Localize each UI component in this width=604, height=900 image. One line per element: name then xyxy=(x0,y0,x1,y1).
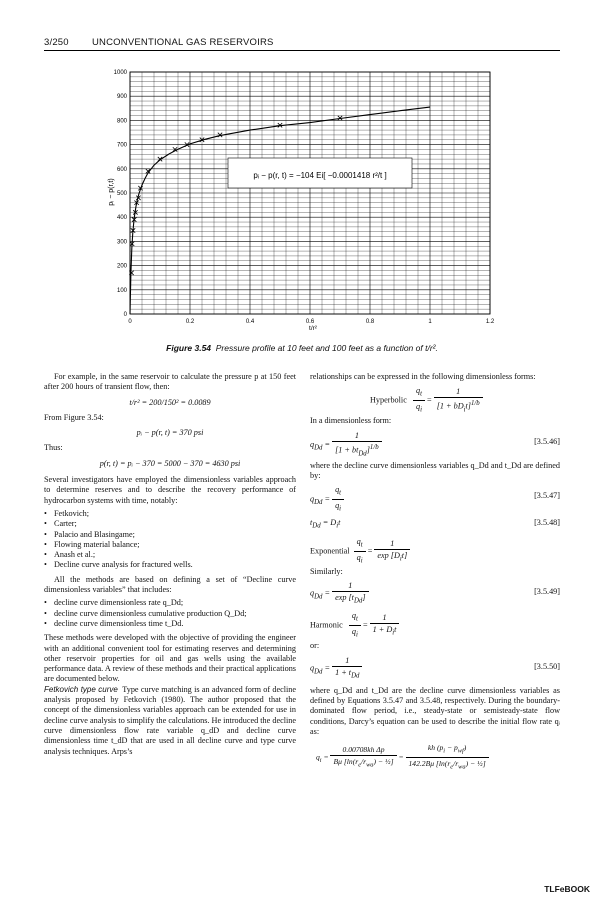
x-tick-label: 0.4 xyxy=(245,319,255,325)
equation-number: [3.5.46] xyxy=(534,436,560,446)
paragraph: Several investigators have employed the dimensionless variables approach to determine reserves and to describe the recovery performance of hydrocarbon systems with time, notably: xyxy=(44,475,296,505)
equation-number: [3.5.49] xyxy=(534,587,560,597)
x-tick-label: 0 xyxy=(128,319,132,325)
equation-hyperbolic: Hyperbolic $\frac{q_t}{q_i}$ = $\frac{1}{[1 + bD_it]^{1/b}}$ xyxy=(310,386,560,412)
x-tick-label: 1.2 xyxy=(485,319,495,325)
paragraph: In a dimensionless form: xyxy=(310,416,392,426)
figure-caption xyxy=(60,343,544,353)
chart-grid xyxy=(130,72,490,314)
x-tick-label: 1 xyxy=(428,319,432,325)
equation-label: Exponential xyxy=(310,546,350,556)
equation-3-5-50: $q_{Dd}$ = $\frac{1}{1 + t_{Dd}}$ [3.5.50] xyxy=(310,655,560,680)
equation-number: [3.5.50] xyxy=(534,661,560,671)
list-item: • decline curve dimensionless cumulative production Q_Dd; xyxy=(44,609,296,619)
equation-number: [3.5.48] xyxy=(534,518,560,528)
page-number: 3/250 xyxy=(44,37,69,48)
y-tick-label: 1000 xyxy=(113,70,127,76)
equation-darcy-initial-rate: $q_i$ = $\frac{\text{0.00708kh Δp}}{B\mu [\ln(r_e/r_{wa}) - \frac{1}{2}]}$ = $\frac{kh (p_i - p_{wf})}{142.2B\mu [\ln(r_e/r_{wa}) - \frac{1}{2}]}$ xyxy=(310,743,560,771)
list-item: • decline curve dimensionless time t_Dd. xyxy=(44,619,296,629)
y-axis-label: pᵢ − p(r,t) xyxy=(108,178,115,206)
chart-ticks xyxy=(114,70,495,325)
equation: pᵢ − p(r, t) = 370 psi xyxy=(136,428,204,438)
right-column xyxy=(310,372,560,775)
paragraph: or: xyxy=(310,641,320,651)
x-tick-label: 0.2 xyxy=(185,319,195,325)
paragraph: where the decline curve dimensionless variables q_Dd and t_Dd are defined by: xyxy=(310,460,560,480)
paragraph: relationships can be expressed in the following dimensionless forms: xyxy=(310,372,536,381)
equation-fraction: $\frac{q_t}{q_i}$ xyxy=(354,537,366,566)
equation-fraction: $\frac{1}{[1 + bD_it]^{1/b}}$ xyxy=(434,387,483,415)
x-tick-label: 0.8 xyxy=(365,319,375,325)
paragraph: All the methods are based on defining a set of “Decline curve dimensionless variables” that includes: xyxy=(44,574,296,595)
investigator-list xyxy=(44,509,296,571)
equation: p(r, t) = pᵢ − 370 = 5000 − 370 = 4630 psi xyxy=(99,458,241,468)
left-column xyxy=(44,372,296,757)
y-tick-label: 900 xyxy=(116,94,127,101)
list-item: • Anash et al.; xyxy=(44,550,296,560)
equation-fraction: $\frac{1}{\exp [D_it]}$ xyxy=(374,539,410,565)
equation-box xyxy=(228,158,412,188)
y-tick-label: 400 xyxy=(116,215,127,222)
footer-watermark: TLFeBOOK xyxy=(544,884,590,894)
y-tick-label: 0 xyxy=(123,312,127,318)
list-item: • Decline curve analysis for fractured wells. xyxy=(44,560,296,570)
y-tick-label: 200 xyxy=(116,263,127,270)
x-tick-label: 0.6 xyxy=(305,319,315,325)
equation-3-5-49: $q_{Dd}$ = $\frac{1}{\exp [t_{Dd}]}$ [3.5.49] xyxy=(310,581,560,606)
list-item: • Flowing material balance; xyxy=(44,540,296,550)
x-axis-label: t/r² xyxy=(309,325,317,332)
paragraph: For example, in the same reservoir to calculate the pressure p at 150 feet after 200 hours of transient flow, then: xyxy=(44,372,296,392)
equation: t/r² = 200/150² = 0.0089 xyxy=(129,397,211,407)
equation-harmonic: Harmonic $\frac{q_t}{q_i}$ = $\frac{1}{1 + D_it}$ xyxy=(310,611,560,637)
y-tick-label: 800 xyxy=(116,118,127,125)
paragraph: Thus: xyxy=(44,443,63,453)
section-run-in-title: Fetkovich type curve xyxy=(44,684,118,694)
equation-3-5-48: $t_{Dd} = D_it$ [3.5.48] xyxy=(310,518,560,530)
running-title: UNCONVENTIONAL GAS RESERVOIRS xyxy=(92,37,274,48)
list-item: • decline curve dimensionless rate q_Dd; xyxy=(44,598,296,608)
paragraph xyxy=(44,685,296,757)
equation-3-5-47: $q_{Dd}$ = $\frac{q_t}{q_i}$ [3.5.47] xyxy=(310,485,560,513)
paragraph: Similarly: xyxy=(310,567,343,577)
figure-label: Figure 3.54 xyxy=(166,343,212,353)
y-tick-label: 500 xyxy=(116,191,127,197)
equation-label: Hyperbolic xyxy=(370,395,407,405)
y-tick-label: 300 xyxy=(116,239,127,246)
page-header xyxy=(44,34,560,50)
pressure-profile-chart xyxy=(100,62,510,336)
paragraph: From Figure 3.54: xyxy=(44,412,104,422)
y-tick-label: 600 xyxy=(116,166,127,173)
list-item: • Carter; xyxy=(44,519,296,529)
equation-number: [3.5.47] xyxy=(534,491,560,501)
equation-3-5-46: $q_{Dd}$ = $\frac{1}{[1 + bt_{Dd}]^{1/b}}$ [3.5.46] xyxy=(310,430,560,457)
chart-marks xyxy=(129,107,430,314)
variables-list xyxy=(44,598,296,629)
equation-fraction: $\frac{1}{1 + D_it}$ xyxy=(370,613,400,639)
paragraph-text: Type curve matching is an advanced form of decline analysis proposed by Fetkovich (1980). The author proposed that the concept of the dimensionless variables approach can be extended for use in decline curve analysis to simplify the calculations. He introduced the decline curve dimensionless flow rate variable q_dD and decline curve dimensionless time t_dD that are used in all decline curve and type curve analysis techniques. Arps’s xyxy=(44,684,296,756)
list-item: • Fetkovich; xyxy=(44,509,296,519)
y-tick-label: 100 xyxy=(116,287,127,294)
equation-annotation: pᵢ − p(r, t) = −104 Ei[ −0.0001418 r²/t ] xyxy=(253,171,387,180)
equation-fraction: $\frac{q_t}{q_i}$ xyxy=(413,386,425,415)
y-tick-label: 700 xyxy=(116,142,127,149)
equation-label: Harmonic xyxy=(310,621,343,630)
series-curve xyxy=(130,107,430,314)
equation-exponential: Exponential $\frac{q_t}{q_i}$ = $\frac{1}{\exp [D_it]}$ xyxy=(310,537,560,563)
paragraph: These methods were developed with the objective of providing the engineer with an additional convenient tool for estimating reserves and determining other reservoir properties for oil and gas wells using the available performance data. A review of these methods and their practical applications are documented below. xyxy=(44,633,296,684)
equation-fraction: $\frac{q_t}{q_i}$ xyxy=(349,611,361,640)
figure-caption-text: Pressure profile at 10 feet and 100 feet as a function of t/r². xyxy=(215,343,438,353)
list-item: • Palacio and Blasingame; xyxy=(44,530,296,540)
paragraph: where q_Dd and t_Dd are the decline curve dimensionless variables as defined by Equations 3.5.47 and 3.5.48, respectively. During the boundary-dominated flow period, i.e., steady-state or semisteady-state flow conditions, Darcy’s equation can be used to describe the initial flow rate qᵢ as: xyxy=(310,685,560,736)
header-rule xyxy=(44,50,560,51)
